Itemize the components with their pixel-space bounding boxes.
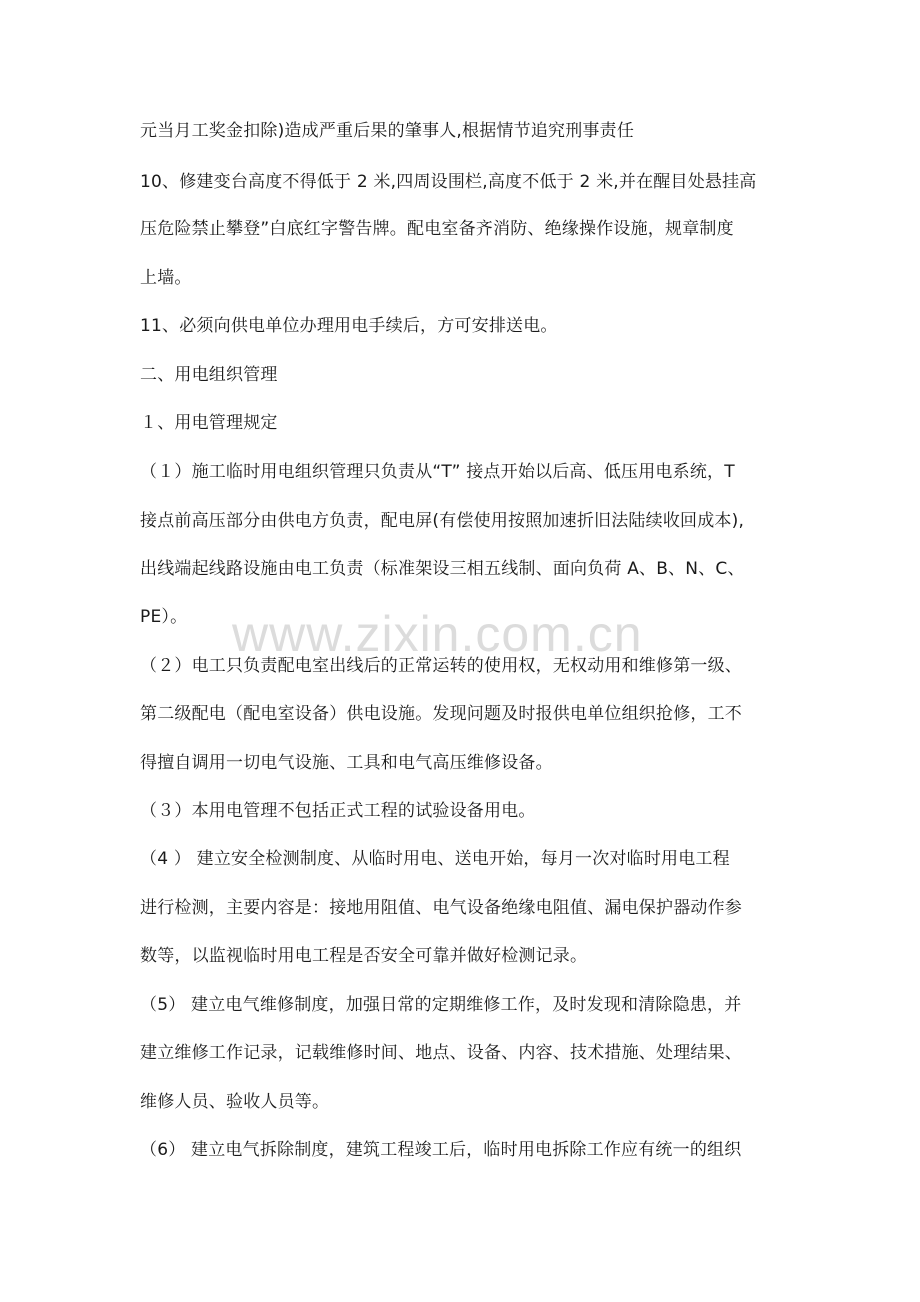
text-line: 出线端起线路设施由电工负责（标准架设三相五线制、面向负荷 A、B、N、C、 [140, 559, 745, 579]
text-line: 建立维修工作记录，记载维修时间、地点、设备、内容、技术措施、处理结果、 [140, 1043, 742, 1063]
text-line: 维修人员、验收人员等。 [140, 1092, 330, 1112]
text-line: （5） 建立电气维修制度，加强日常的定期维修工作，及时发现和清除隐患，并 [140, 995, 742, 1015]
text-line: 进行检测，主要内容是：接地用阻值、电气设备绝缘电阻值、漏电保护器动作参 [140, 898, 742, 918]
section-heading: 二、用电组织管理 [140, 365, 278, 385]
watermark: www.zixin.com.cn [232, 606, 643, 662]
text-line: （１）施工临时用电组织管理只负责从“T” 接点开始以后高、低压用电系统，T [140, 462, 735, 482]
text-line: PE）。 [140, 607, 188, 627]
text-line: 数等，以监视临时用电工程是否安全可靠并做好检测记录。 [140, 946, 588, 966]
text-line: 压危险禁止攀登”白底红字警告牌。配电室备齐消防、绝缘操作设施，规章制度 [140, 219, 734, 239]
text-line: 得擅自调用一切电气设施、工具和电气高压维修设备。 [140, 753, 553, 773]
text-line: 10、修建变台高度不得低于 2 米,四周设围栏,高度不低于 2 米,并在醒目处悬挂高 [140, 172, 757, 192]
subsection-heading: １、用电管理规定 [140, 413, 278, 433]
text-line: （4 ） 建立安全检测制度、从临时用电、送电开始，每月一次对临时用电工程 [140, 849, 730, 869]
text-line: 接点前高压部分由供电方负责，配电屏(有偿使用按照加速折旧法陆续收回成本), [140, 511, 745, 531]
text-line: 元当月工奖金扣除)造成严重后果的肇事人,根据情节追究刑事责任 [140, 121, 635, 141]
text-line: （6） 建立电气拆除制度，建筑工程竣工后，临时用电拆除工作应有统一的组织 [140, 1140, 742, 1160]
text-line: 上墙。 [140, 268, 192, 288]
text-line: （２）电工只负责配电室出线后的正常运转的使用权，无权动用和维修第一级、 [140, 656, 742, 676]
text-line: 第二级配电（配电室设备）供电设施。发现问题及时报供电单位组织抢修，工不 [140, 704, 742, 724]
text-line: （３）本用电管理不包括正式工程的试验设备用电。 [140, 801, 536, 821]
text-line: 11、必须向供电单位办理用电手续后，方可安排送电。 [140, 316, 558, 336]
